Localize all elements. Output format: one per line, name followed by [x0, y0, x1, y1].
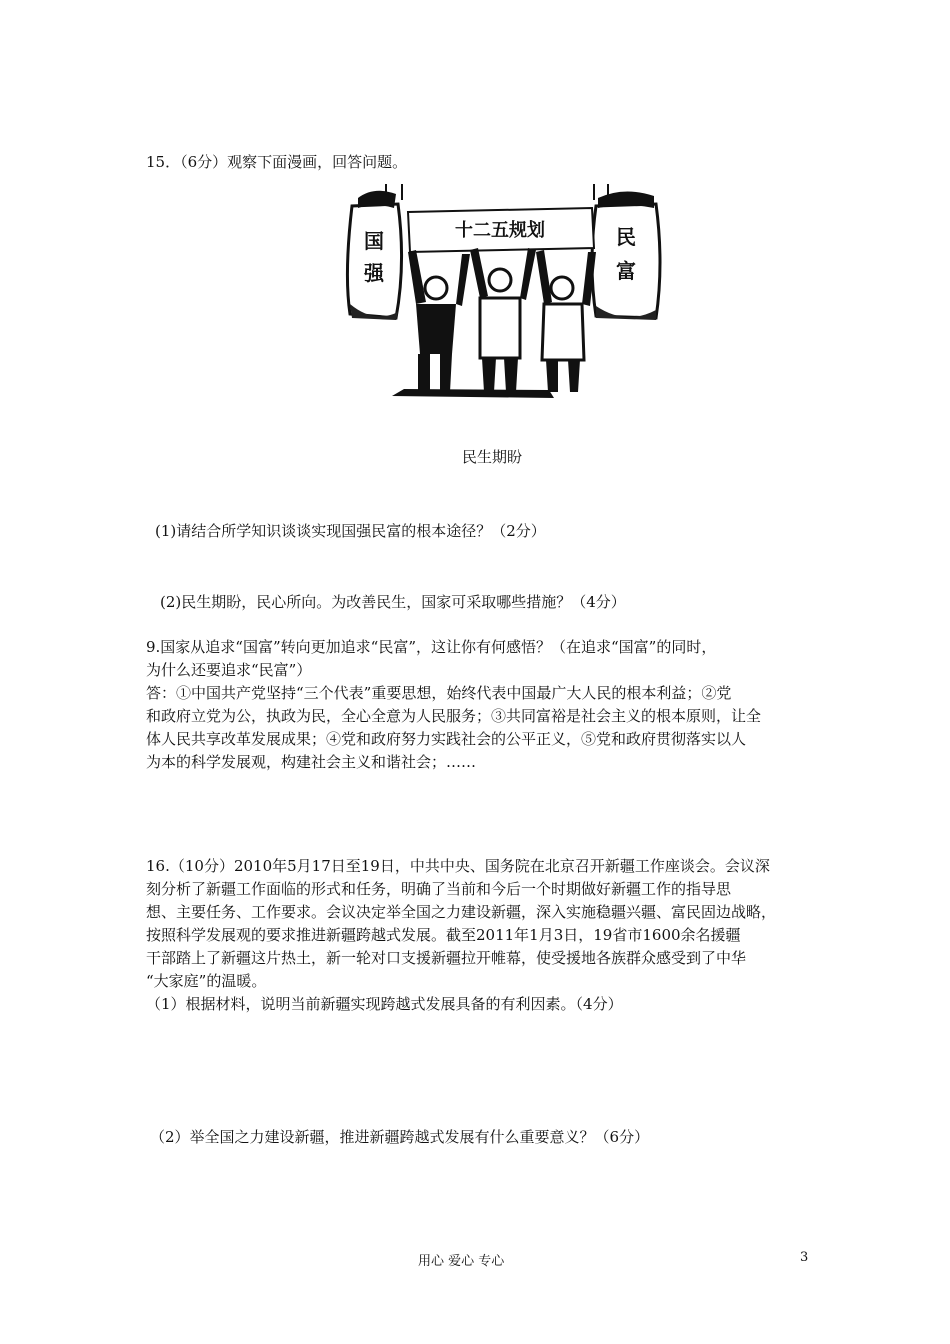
right-bag-char-2: 富	[616, 259, 636, 283]
left-bag-char-1: 国	[364, 229, 384, 253]
q16-sub2: （2）举全国之力建设新疆，推进新疆跨越式发展有什么重要意义？（6分）	[150, 1128, 650, 1146]
q15-sub1: (1)请结合所学知识谈谈实现国强民富的根本途径？（2分）	[155, 522, 546, 540]
q16-block	[146, 855, 826, 1016]
cartoon-image	[344, 184, 664, 402]
q9-line: 9.国家从追求“国富”转向更加追求“民富”，这让你有何感悟？（在追求“国富”的同时，	[146, 638, 717, 656]
q9-line: 体人民共享改革发展成果；④党和政府努力实践社会的公平正义，⑤党和政府贯彻落实以人	[146, 730, 747, 748]
q16-line: 按照科学发展观的要求推进新疆跨越式发展。截至2011年1月3日，19省市1600余名援疆	[146, 926, 741, 944]
q9-line: 答：①中国共产党坚持“三个代表”重要思想，始终代表中国最广大人民的根本利益；②党	[146, 684, 732, 702]
left-bag-char-2: 强	[364, 261, 384, 285]
q9-line: 和政府立党为公，执政为民，全心全意为人民服务；③共同富裕是社会主义的根本原则，让全	[146, 707, 762, 725]
q15-title: 15．（6分）观察下面漫画，回答问题。	[146, 153, 408, 171]
q9-block	[146, 636, 826, 774]
q16-line: 16.（10分）2010年5月17日至19日，中共中央、国务院在北京召开新疆工作座谈会。会议深	[146, 857, 770, 875]
q9-line: 为什么还要追求“民富”）	[146, 661, 312, 679]
right-bag-char-1: 民	[616, 225, 636, 249]
q9-line: 为本的科学发展观，构建社会主义和谐社会；……	[146, 753, 477, 771]
q16-line: 想、主要任务、工作要求。会议决定举全国之力建设新疆，深入实施稳疆兴疆、富民固边战略，	[146, 903, 777, 921]
q16-line: 刻分析了新疆工作面临的形式和任务，明确了当前和今后一个时期做好新疆工作的指导思	[146, 880, 732, 898]
q16-line: “大家庭”的温暖。	[146, 972, 267, 990]
q16-line: 干部踏上了新疆这片热土，新一轮对口支援新疆拉开帷幕，使受援地各族群众感受到了中华	[146, 949, 747, 967]
footer-text: 用心 爱心 专心	[418, 1254, 505, 1269]
page-number: 3	[800, 1250, 809, 1265]
banner-text: 十二五规划	[455, 220, 545, 241]
q16-sub1: （1）根据材料，说明当前新疆实现跨越式发展具备的有利因素。（4分）	[146, 995, 623, 1013]
q15-sub2: (2)民生期盼，民心所向。为改善民生，国家可采取哪些措施？（4分）	[160, 593, 626, 611]
cartoon-caption: 民生期盼	[462, 448, 523, 466]
